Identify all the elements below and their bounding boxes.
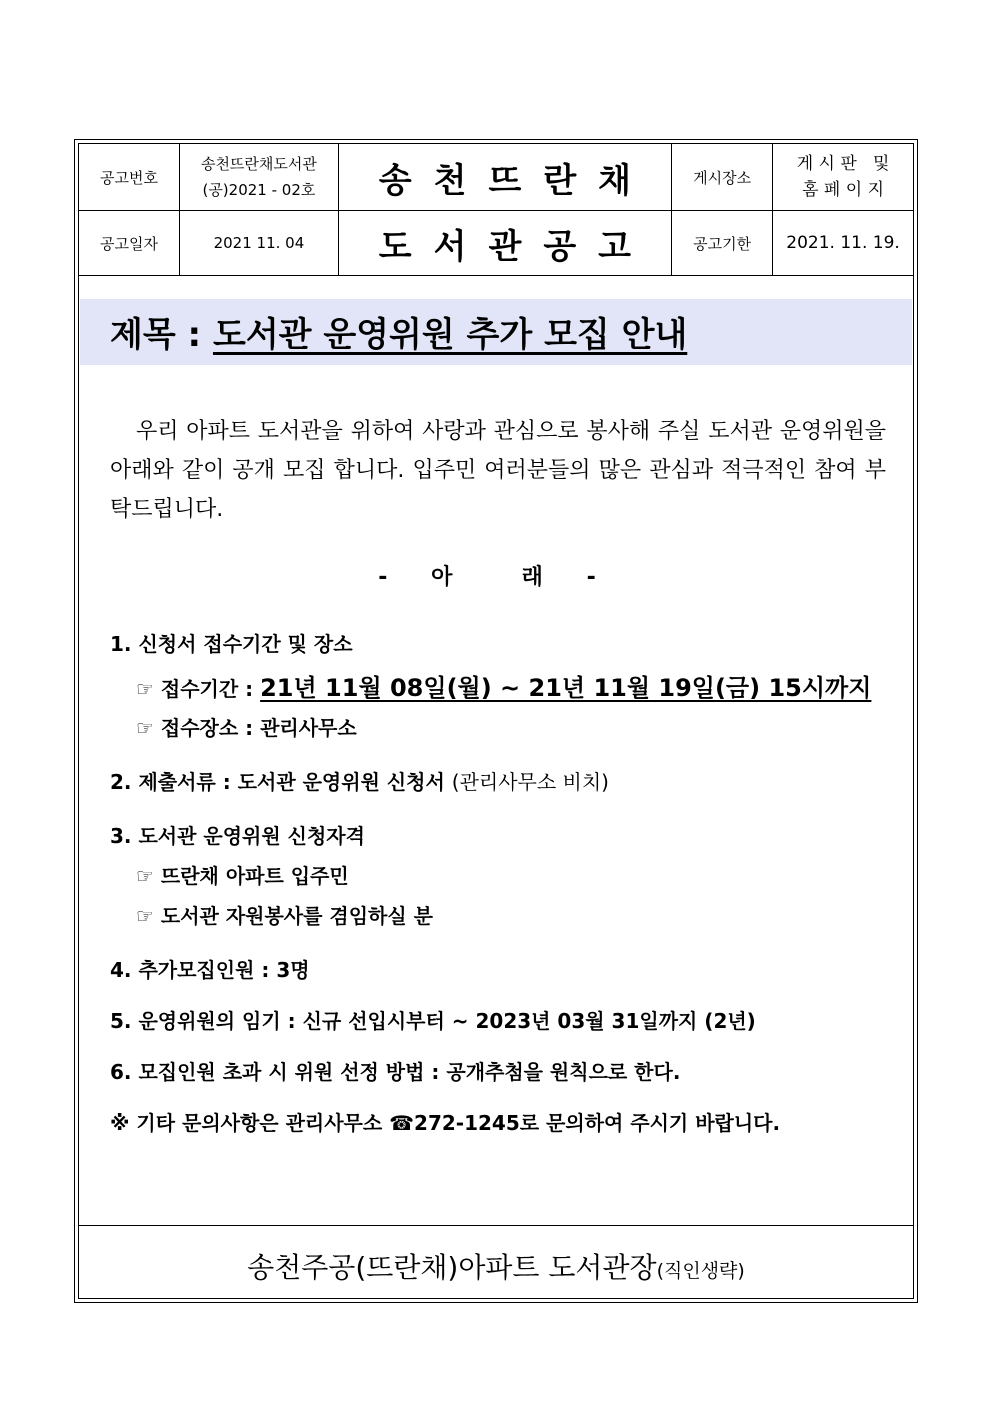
item-1-period-value: 21년 11월 08일(월) ~ 21년 11월 19일(금) 15시까지	[260, 674, 872, 702]
signature-line	[0, 1246, 992, 1286]
section-heading-arae: - 아 래 -	[378, 565, 614, 590]
item-1-place: ☞ 접수장소 : 관리사무소	[136, 716, 357, 740]
posting-place-label: 게시장소	[672, 144, 773, 211]
notice-number-value	[180, 144, 339, 211]
item-4: 4. 추가모집인원 : 3명	[110, 958, 310, 982]
item-1-heading: 1. 신청서 접수기간 및 장소	[110, 632, 353, 656]
title-text: 도서관 운영위원 추가 모집 안내	[212, 315, 688, 355]
posting-place-line-2: 홈 페 이 지	[802, 180, 885, 200]
org-name-line-1: 송천뜨란채	[338, 144, 671, 211]
org-name-line-2: 도서관공고	[338, 211, 671, 276]
contact-note: ※ 기타 문의사항은 관리사무소 ☎272-1245로 문의하여 주시기 바랍니다.	[110, 1111, 781, 1135]
notice-date-value: 2021 11. 04	[180, 211, 339, 276]
deadline-value: 2021. 11. 19.	[773, 211, 914, 276]
deadline-label: 공고기한	[672, 211, 773, 276]
item-2	[110, 766, 609, 795]
posting-place-value	[773, 144, 914, 211]
item-3-heading: 3. 도서관 운영위원 신청자격	[110, 824, 365, 848]
document-title	[110, 307, 687, 356]
notice-number-line-1: 송천뜨란채도서관	[200, 155, 317, 173]
notice-number-line-2: (공)2021 - 02호	[202, 181, 316, 199]
item-3-a: ☞ 뜨란채 아파트 입주민	[136, 864, 349, 888]
signature-seal-note: (직인생략)	[656, 1260, 745, 1282]
signature-main: 송천주공(뜨란채)아파트 도서관장	[247, 1251, 657, 1284]
intro-paragraph: 우리 아파트 도서관을 위하여 사랑과 관심으로 봉사해 주실 도서관 운영위원을 아래와 같이 공개 모집 합니다. 입주민 여러분들의 많은 관심과 적극적인 참여 부탁드립니다.	[110, 419, 886, 522]
item-2-note: (관리사무소 비치)	[451, 770, 609, 794]
item-2-text: 2. 제출서류 : 도서관 운영위원 신청서	[110, 770, 452, 794]
item-3-b: ☞ 도서관 자원봉사를 겸임하실 분	[136, 904, 433, 928]
item-1-period-label: ☞ 접수기간 :	[136, 677, 261, 701]
notice-date-label: 공고일자	[79, 211, 180, 276]
notice-header-table	[78, 143, 914, 276]
item-5: 5. 운영위원의 임기 : 신규 선입시부터 ~ 2023년 03월 31일까지 (2년)	[110, 1009, 756, 1033]
title-prefix: 제목 :	[110, 315, 213, 355]
footer-divider	[78, 1225, 914, 1226]
item-1-period	[136, 668, 871, 703]
item-6: 6. 모집인원 초과 시 위원 선정 방법 : 공개추첨을 원칙으로 한다.	[110, 1060, 681, 1084]
notice-number-label: 공고번호	[79, 144, 180, 211]
posting-place-line-1: 게 시 판 및	[796, 154, 890, 174]
